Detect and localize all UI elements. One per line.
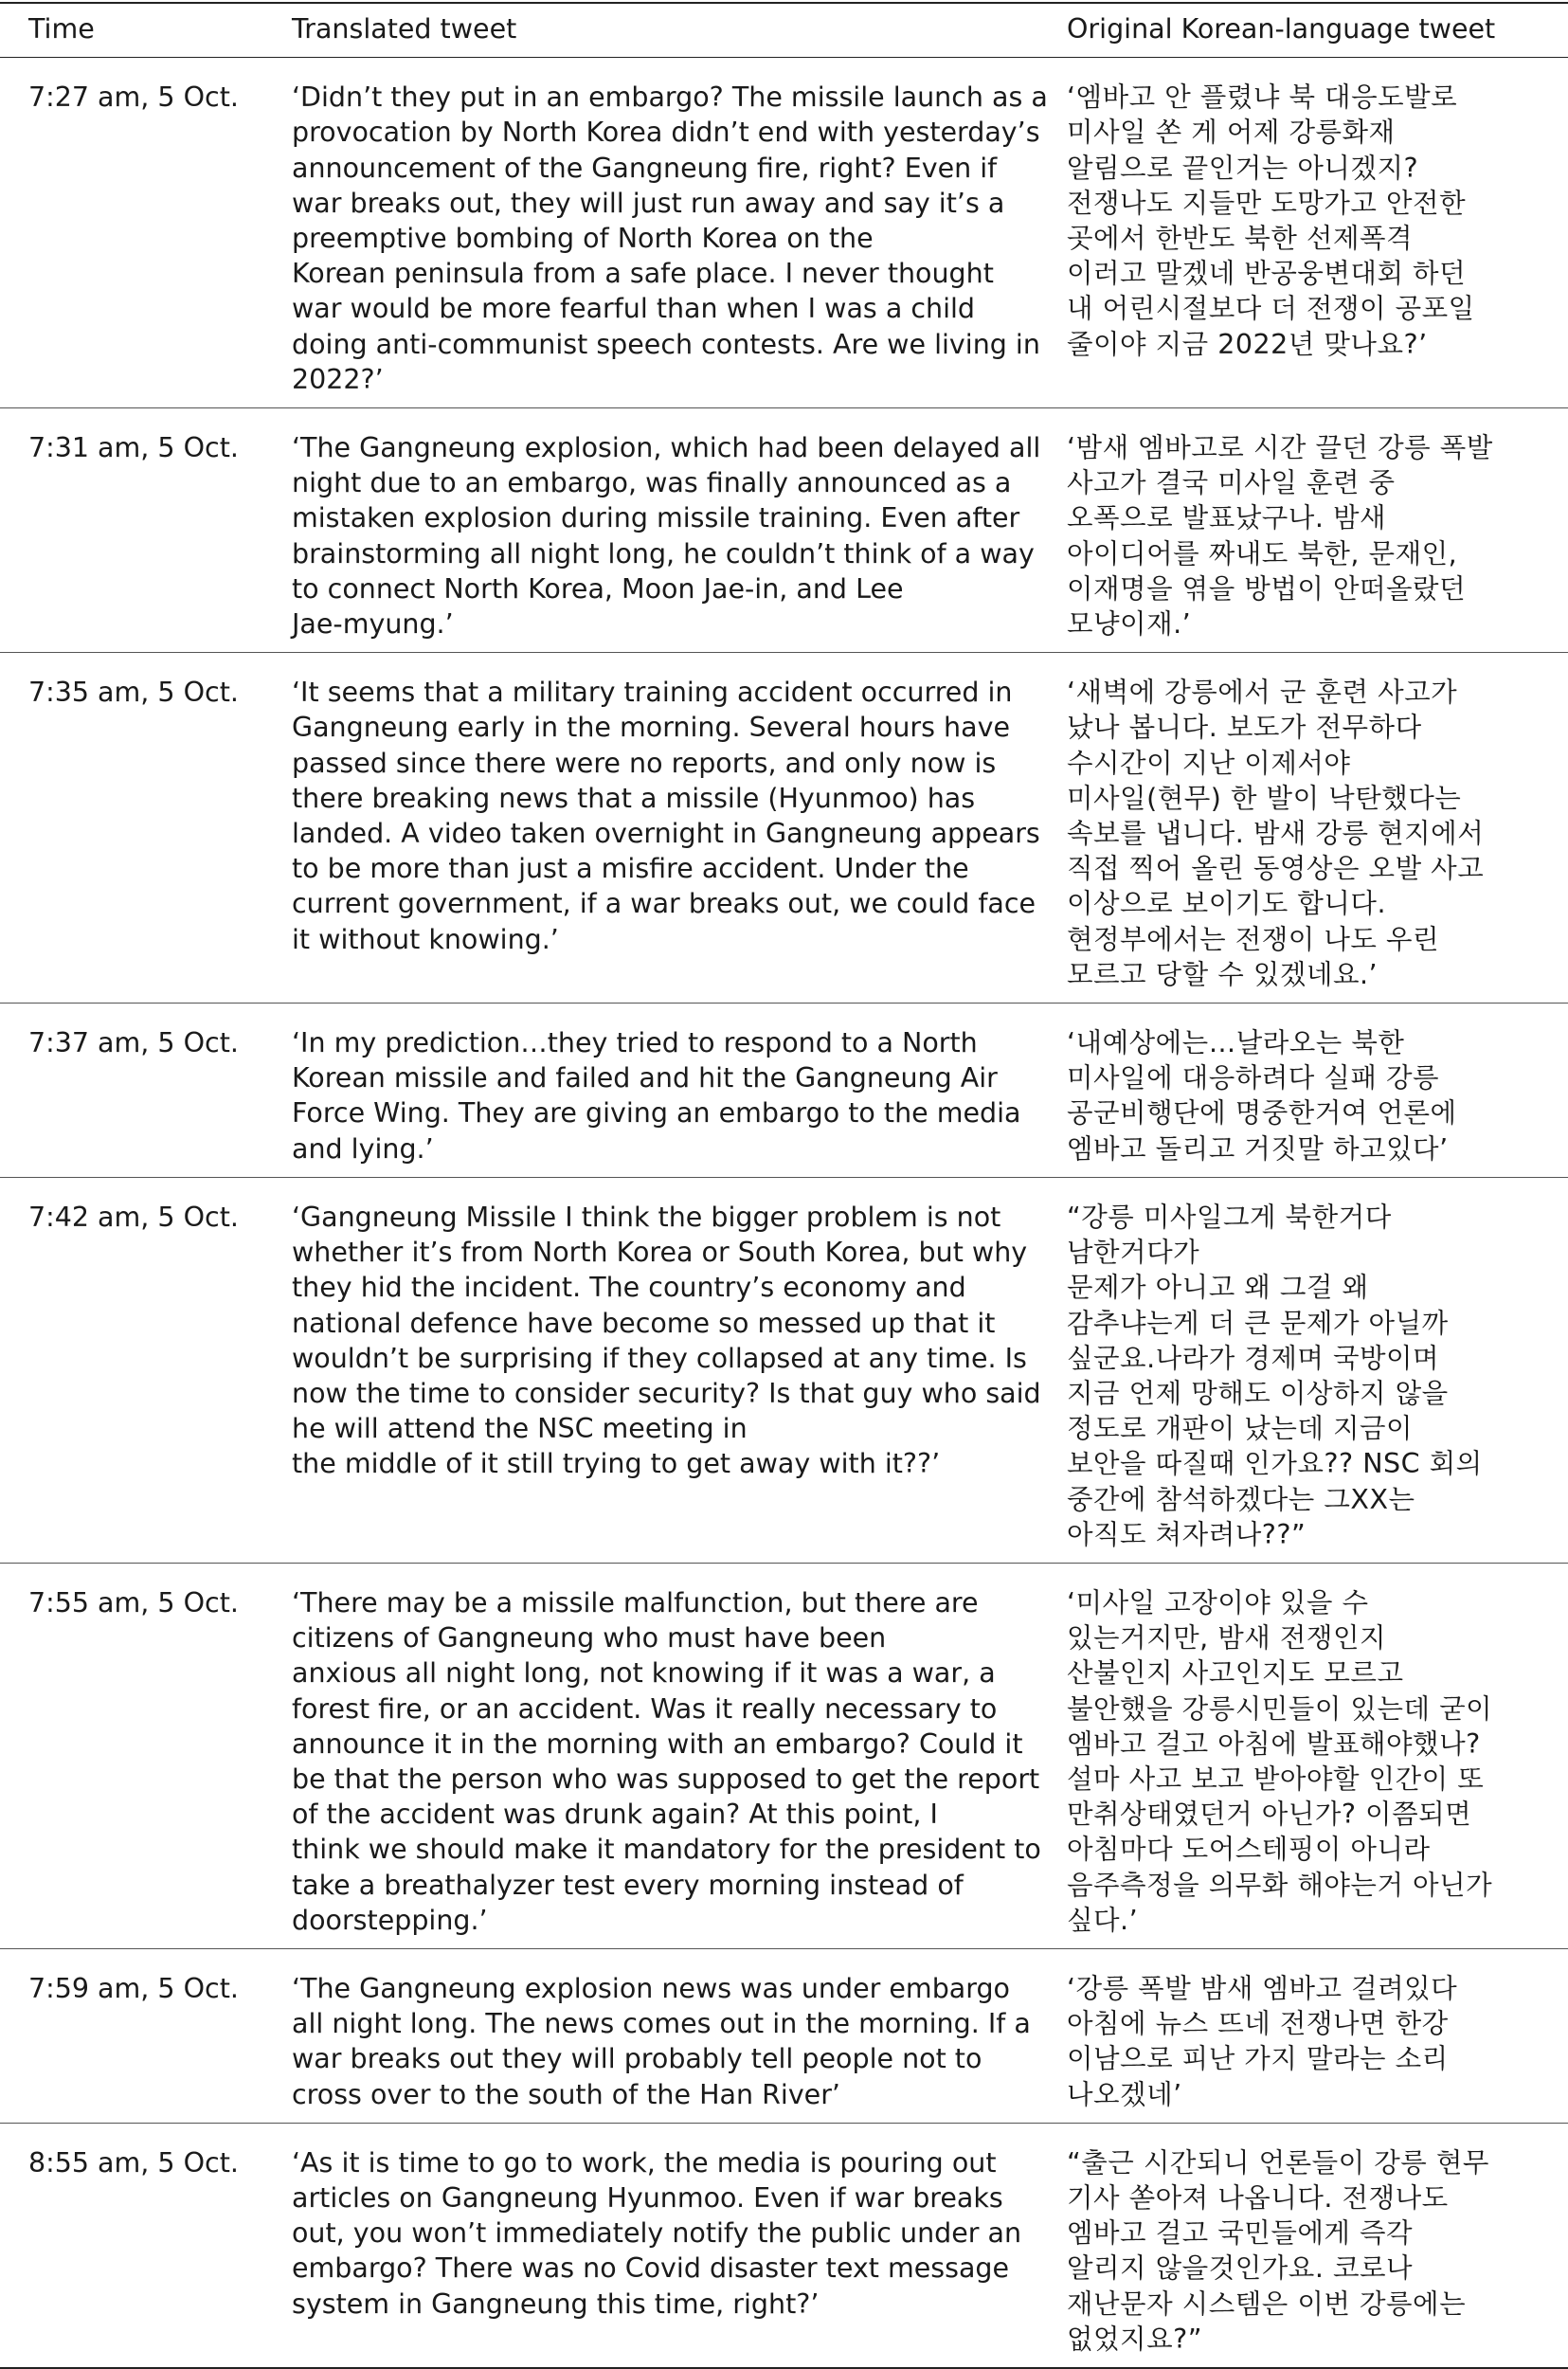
translated-tweet-cell: ‘It seems that a military training accident occurred in Gangneung early in the morning. Several hours have passed since there were no reports, and only now is there breaking news that a missile (Hyunmoo) has landed. A video taken overnight in Gangneung appears to be more than just a misfire accident. Under the current government, if a war breaks out, we could face it without knowing.’ — [292, 653, 1067, 1004]
header-translated: Translated tweet — [292, 3, 1067, 58]
time-cell: 7:42 am, 5 Oct. — [0, 1177, 292, 1563]
original-tweet-cell: “강릉 미사일그게 북한거다 남한거다가 문제가 아니고 왜 그걸 왜 감추냐는게 더 큰 문제가 아닐까 싶군요.나라가 경제며 국방이며 지금 언제 망해도 이상하지 않을 정도로 개판이 났는데 지금이 보안을 따질때 인가요?? NSC 회의 중간에 참석하겠다는 그XX는 아직도 쳐자려나??” — [1067, 1177, 1568, 1563]
time-cell: 7:27 am, 5 Oct. — [0, 58, 292, 408]
translated-tweet-cell: ‘The Gangneung explosion news was under embargo all night long. The news comes out in the morning. If a war breaks out they will probably tell people not to cross over to the south of the Han River’ — [292, 1948, 1067, 2123]
table-row — [0, 1948, 1568, 2123]
original-tweet-cell: ‘미사일 고장이야 있을 수 있는거지만, 밤새 전쟁인지 산불인지 사고인지도 모르고 불안했을 강릉시민들이 있는데 굳이 엠바고 걸고 아침에 발표해야했나? 설마 사고 보고 받아야할 인간이 또 만취상태였던거 아닌가? 이쯤되면 아침마다 도어스테핑이 아니라 음주측정을 의무화 해야는거 아닌가 싶다.’ — [1067, 1563, 1568, 1948]
original-tweet-cell: “출근 시간되니 언론들이 강릉 현무 기사 쏟아져 나옵니다. 전쟁나도 엠바고 걸고 국민들에게 즉각 알리지 않을것인가요. 코로나 재난문자 시스템은 이번 강릉에는 없었지요?” — [1067, 2123, 1568, 2368]
original-tweet-cell: ‘밤새 엠바고로 시간 끌던 강릉 폭발 사고가 결국 미사일 훈련 중 오폭으로 발표났구나. 밤새 아이디어를 짜내도 북한, 문재인, 이재명을 엮을 방법이 안떠올랐던 모냥이재.’ — [1067, 408, 1568, 653]
time-cell: 7:55 am, 5 Oct. — [0, 1563, 292, 1948]
tweets-table — [0, 2, 1568, 2369]
table-row — [0, 58, 1568, 408]
table-row — [0, 1563, 1568, 1948]
table-header — [0, 3, 1568, 58]
original-tweet-cell: ‘새벽에 강릉에서 군 훈련 사고가 났나 봅니다. 보도가 전무하다 수시간이 지난 이제서야 미사일(현무) 한 발이 낙탄했다는 속보를 냅니다. 밤새 강릉 현지에서 직접 찍어 올린 동영상은 오발 사고 이상으로 보이기도 합니다. 현정부에서는 전쟁이 나도 우린 모르고 당할 수 있겠네요.’ — [1067, 653, 1568, 1004]
translated-tweet-cell: ‘There may be a missile malfunction, but there are citizens of Gangneung who must have been anxious all night long, not knowing if it was a war, a forest fire, or an accident. Was it really necessary to announce it in the morning with an embargo? Could it be that the person who was supposed to get the report of the accident was drunk again? At this point, I think we should make it mandatory for the president to take a breathalyzer test every morning instead of doorstepping.’ — [292, 1563, 1067, 1948]
time-cell: 7:59 am, 5 Oct. — [0, 1948, 292, 2123]
table-row — [0, 408, 1568, 653]
table-row — [0, 1004, 1568, 1178]
translated-tweet-cell: ‘Didn’t they put in an embargo? The missile launch as a provocation by North Korea didn’t end with yesterday’s announcement of the Gangneung fire, right? Even if war breaks out, they will just run away and say it’s a preemptive bombing of North Korea on the Korean peninsula from a safe place. I never thought war would be more fearful than when I was a child doing anti-communist speech contests. Are we living in 2022?’ — [292, 58, 1067, 408]
time-cell: 7:35 am, 5 Oct. — [0, 653, 292, 1004]
translated-tweet-cell: ‘As it is time to go to work, the media is pouring out articles on Gangneung Hyunmoo. Even if war breaks out, you won’t immediately notify the public under an embargo? There was no Covid disaster text message system in Gangneung this time, right?’ — [292, 2123, 1067, 2368]
translated-tweet-cell: ‘Gangneung Missile I think the bigger problem is not whether it’s from North Korea or South Korea, but why they hid the incident. The country’s economy and national defence have become so messed up that it wouldn’t be surprising if they collapsed at any time. Is now the time to consider security? Is that guy who said he will attend the NSC meeting in the middle of it still trying to get away with it??’ — [292, 1177, 1067, 1563]
table-row — [0, 1177, 1568, 1563]
translated-tweet-cell: ‘In my prediction…they tried to respond to a North Korean missile and failed and hit the Gangneung Air Force Wing. They are giving an embargo to the media and lying.’ — [292, 1004, 1067, 1178]
original-tweet-cell: ‘강릉 폭발 밤새 엠바고 걸려있다 아침에 뉴스 뜨네 전쟁나면 한강 이남으로 피난 가지 말라는 소리 나오겠네’ — [1067, 1948, 1568, 2123]
header-time: Time — [0, 3, 292, 58]
time-cell: 7:31 am, 5 Oct. — [0, 408, 292, 653]
translated-tweet-cell: ‘The Gangneung explosion, which had been delayed all night due to an embargo, was finally announced as a mistaken explosion during missile training. Even after brainstorming all night long, he couldn’t think of a way to connect North Korea, Moon Jae-in, and Lee Jae-myung.’ — [292, 408, 1067, 653]
table-row — [0, 653, 1568, 1004]
header-original: Original Korean-language tweet — [1067, 3, 1568, 58]
header-row — [0, 3, 1568, 58]
original-tweet-cell: ‘내예상에는…날라오는 북한 미사일에 대응하려다 실패 강릉 공군비행단에 명중한거여 언론에 엠바고 돌리고 거짓말 하고있다’ — [1067, 1004, 1568, 1178]
time-cell: 7:37 am, 5 Oct. — [0, 1004, 292, 1178]
table-body — [0, 58, 1568, 2368]
time-cell: 8:55 am, 5 Oct. — [0, 2123, 292, 2368]
original-tweet-cell: ‘엠바고 안 플렸냐 북 대응도발로 미사일 쏜 게 어제 강릉화재 알림으로 끝인거는 아니겠지? 전쟁나도 지들만 도망가고 안전한 곳에서 한반도 북한 선제폭격 이러고 말겠네 반공웅변대회 하던 내 어린시절보다 더 전쟁이 공포일 줄이야 지금 2022년 맞나요?’ — [1067, 58, 1568, 408]
table-row — [0, 2123, 1568, 2368]
